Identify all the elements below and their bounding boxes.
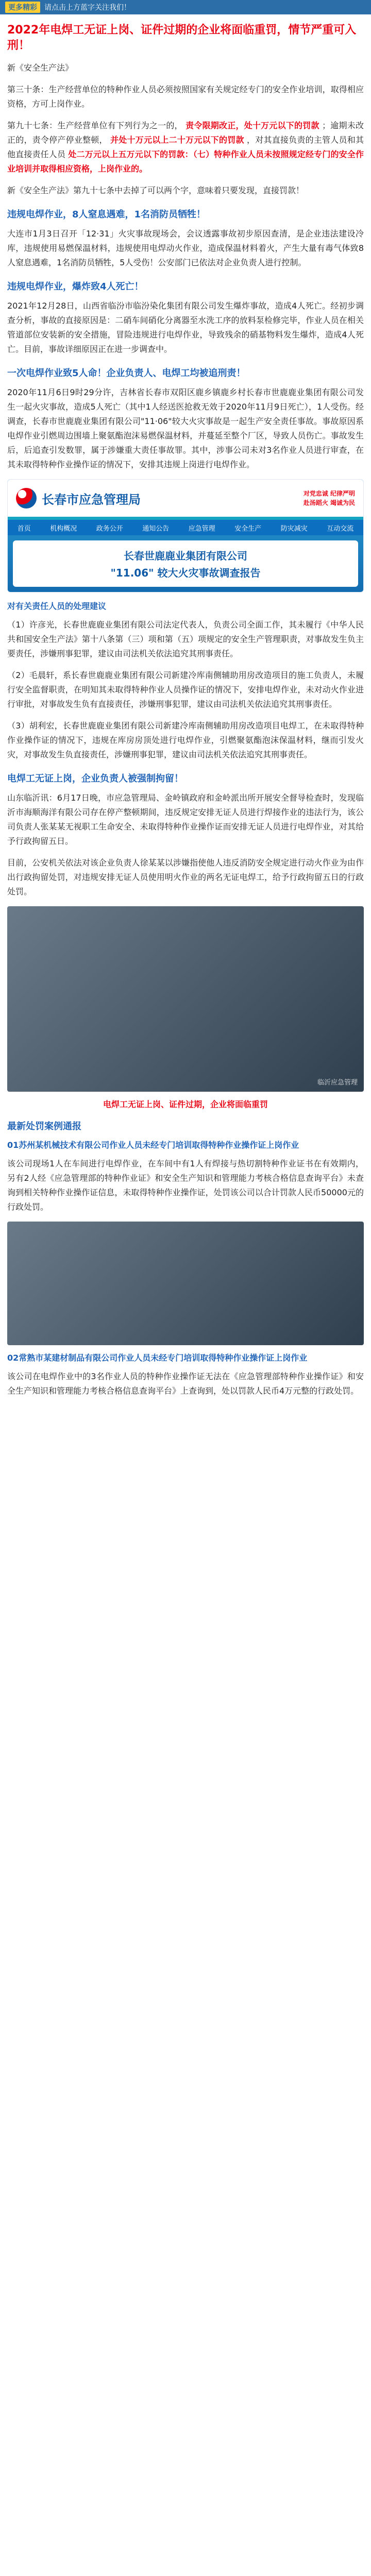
red-highlight: 处二万元以上五万元以下的罚款：（七）特种作业人员未按照规定经专门的安全作业培训并取得相应资格，上岗作业的。 — [7, 149, 364, 174]
more-tag: 更多精彩 — [5, 2, 40, 13]
article-headline: 2022年电焊工无证上岗、证件过期的企业将面临重罚，情节严重可入刑！ — [7, 24, 357, 52]
latest-case-1-body: 该公司现场1人在车间进行电焊作业，在车间中有1人有焊接与热切割特种作业证书在有效期内，另有2人经《应急管理部的特种作业证》和安全生产知识和管理能力考核合格信息查询平台》未查询到相关特种作业操作证信息，未取得特种作业操作证，处罚该公司以合计罚款人民币50000元的行政处罚。 — [7, 1159, 364, 1212]
report-box — [13, 540, 358, 587]
case1-title: 违规电焊作业，8人窒息遇难，1名消防员牺牲！ — [7, 209, 206, 220]
nav-item: 政务公开 — [96, 524, 123, 533]
nav-item: 互动交流 — [327, 524, 354, 533]
nav-item: 应急管理 — [188, 524, 215, 533]
agency-brand — [16, 488, 141, 509]
law-article-97: 第九十七条：生产经营单位有下列行为之一的， 责令限期改正，处十万元以下的罚款 ；逾期未改正的，责令停产停业整顿， 并处十万元以上二十万元以下的罚款 ，对其直接负责的主管人员和其他直接责任人员 处二万元以上五万元以下的罚款：（七）特种作业人员未按照规定经专门的安全作业培训并取得相应资格，上岗作业的。 — [7, 121, 364, 174]
report-card-image — [7, 479, 364, 592]
latest-case-2-title: 02常熟市某建材制品有限公司作业人员未经专门培训取得特种作业操作证上岗作业 — [7, 1353, 308, 1363]
handling-3: （3）胡利宏，长春世鹿鹿业集团有限公司新建冷库南侧辅助用房改造项目电焊工，在未取得特种作业操作证的情况下，违规在库房房顶处进行电焊作业，引燃聚氨酯泡沫保温材料，继而引发火灾，对事故发生负直接责任，涉嫌刑事犯罪，建议由司法机关依法追究其刑事责任。 — [7, 721, 364, 759]
nav-item: 安全生产 — [234, 524, 262, 533]
case2-body: 2021年12月28日，山西省临汾市临汾染化集团有限公司发生爆炸事故，造成4人死亡。经初步调查分析，事故的直接原因是：二硝车间硝化分离器至水洗工序的放料泵检修完毕，作业人员在相关管道部位安装新的安全措施，冒险违规进行电焊作业，导致残余的硝基物料发生爆炸，造成4人死亡。目前，事故详细原因正在进一步调查中。 — [7, 301, 364, 354]
emblem-icon — [16, 488, 37, 509]
nav-item: 通知公告 — [142, 524, 170, 533]
agency-header — [8, 480, 363, 520]
case3-title: 一次电焊作业致5人命！企业负责人、电焊工均被追刑责！ — [7, 368, 246, 379]
agency-slogan: 对党忠诚 纪律严明 赴汤蹈火 竭诚为民 — [303, 490, 355, 506]
agency-name: 长春市应急管理局 — [42, 492, 141, 507]
case1-body: 大连市1月3日召开「12·31」火灾事故现场会，会议透露事故初步原因查清，是企业违法建设冷库，违规使用易燃保温材料，违规使用电焊动火作业，造成保温材料着火，产生大量有毒气体致8人窒息遇难，1名消防员牺牲，5人受伤！公安部门已依法对企业负责人进行控制。 — [7, 229, 364, 267]
report-org: 长春世鹿鹿业集团有限公司 — [124, 550, 247, 562]
red-highlight: 并处十万元以上二十万元以下的罚款 — [110, 135, 244, 145]
case2-title: 违规电焊作业，爆炸致4人死亡！ — [7, 281, 144, 292]
banner-text: 请点击上方蓝字关注我们！ — [44, 4, 131, 12]
case4-body-1: 山东临沂讯：6月17日晚，市应急管理局、金岭镇政府和金岭派出所开展安全督导检查时，发现临沂市海顺海洋有限公司存在停产整顿期间，违反规定安排无证人员进行焊接作业的违法行为，该公司负责人张某某无视职工生命安全、未取得特种作业操作证而安排无证人员进行电焊作业，对其给予行政拘留五日。 — [7, 793, 364, 846]
handling-2: （2）毛晨轩，系长春世鹿鹿业集团有限公司新建冷库南侧辅助用房改造项目的施工负责人，未履行安全监督职责，在明知其未取得特种作业人员操作证的情况下，安排电焊作业，未对动火作业进行审批，对事故发生负有直接责任，涉嫌刑事犯罪，建议由司法机关依法追究其刑事责任。 — [7, 670, 364, 709]
photo-watermark: 临沂应急管理 — [317, 1079, 358, 1087]
nav-item: 机构概况 — [50, 524, 77, 533]
photo-caption: 电焊工无证上岗、证件过期，企业将面临重罚 — [103, 1099, 268, 1109]
latest-cases-title: 最新处罚案例通报 — [7, 1121, 81, 1132]
report-title: "11.06" 较大火灾事故调查报告 — [110, 567, 261, 579]
law-note: 新《安全生产法》第九十七条中去掉了可以两个字，意味着只要发现，直接罚款！ — [7, 185, 305, 195]
workshop-photo — [7, 1222, 364, 1345]
law-article-30: 第三十条：生产经营单位的特种作业人员必须按照国家有关规定经专门的安全作业培训，取得相应资格，方可上岗作业。 — [7, 84, 364, 109]
latest-case-2-body: 该公司在电焊作业中的3名作业人员的特种作业操作证无法在《应急管理部特种作业操作证》和安全生产知识和管理能力考核合格信息查询平台》上查询到，处以罚款人民币4万元整的行政处罚。 — [7, 1371, 364, 1396]
agency-nav — [8, 520, 363, 535]
case4-body-2: 目前，公安机关依法对该企业负责人徐某某以涉嫌指使他人违反消防安全规定进行动火作业为由作出行政拘留处罚，对违规安排无证人员使用明火作业的两名无证电焊工，给予行政拘留五日的行政处罚。 — [7, 858, 364, 896]
nav-item: 首页 — [17, 524, 31, 533]
article-body — [0, 14, 371, 1426]
handling-title: 对有关责任人员的处理建议 — [7, 601, 107, 611]
red-highlight: 责令限期改正，处十万元以下的罚款 — [185, 121, 319, 130]
case4-title: 电焊工无证上岗，企业负责人被强制拘留！ — [7, 773, 183, 784]
nav-item: 防灾减灾 — [280, 524, 308, 533]
law-intro: 新《安全生产法》 — [7, 63, 74, 73]
top-banner[interactable] — [0, 0, 371, 14]
case3-body: 2020年11月6日9时29分许，吉林省长春市双阳区鹿乡镇鹿乡村长春市世鹿鹿业集团有限公司发生一起火灾事故，造成5人死亡（其中1人经送医抢救无效于2020年11月9日死亡），1人受伤。经调查，长春市世鹿鹿业集团有限公司"11·06"较大火灾事故是一起生产安全责任事故。事故原因系电焊作业引燃周边围墙上聚氨酯泡沫易燃保温材料，并蔓延至整个厂区，导致人员伤亡。事故发生后，后追查引发数罪，属于涉嫌重大责任事故罪。其中，涉事公司未对3名作业人员进行审查，在其未取得特种作业操作证的情况下，安排其违规上岗进行电焊作业。 — [7, 387, 364, 469]
inspection-photo — [7, 906, 364, 1092]
latest-case-1-title: 01苏州某机械技术有限公司作业人员未经专门培训取得特种作业操作证上岗作业 — [7, 1140, 299, 1150]
handling-1: （1）许彦光，长春世鹿鹿业集团有限公司法定代表人，负责公司全面工作，其未履行《中华人民共和国安全生产法》第十八条第（三）项和第（五）项规定的安全生产管理职责，对事故发生负主要责任，涉嫌刑事犯罪，建议由司法机关依法追究其刑事责任。 — [7, 620, 364, 658]
